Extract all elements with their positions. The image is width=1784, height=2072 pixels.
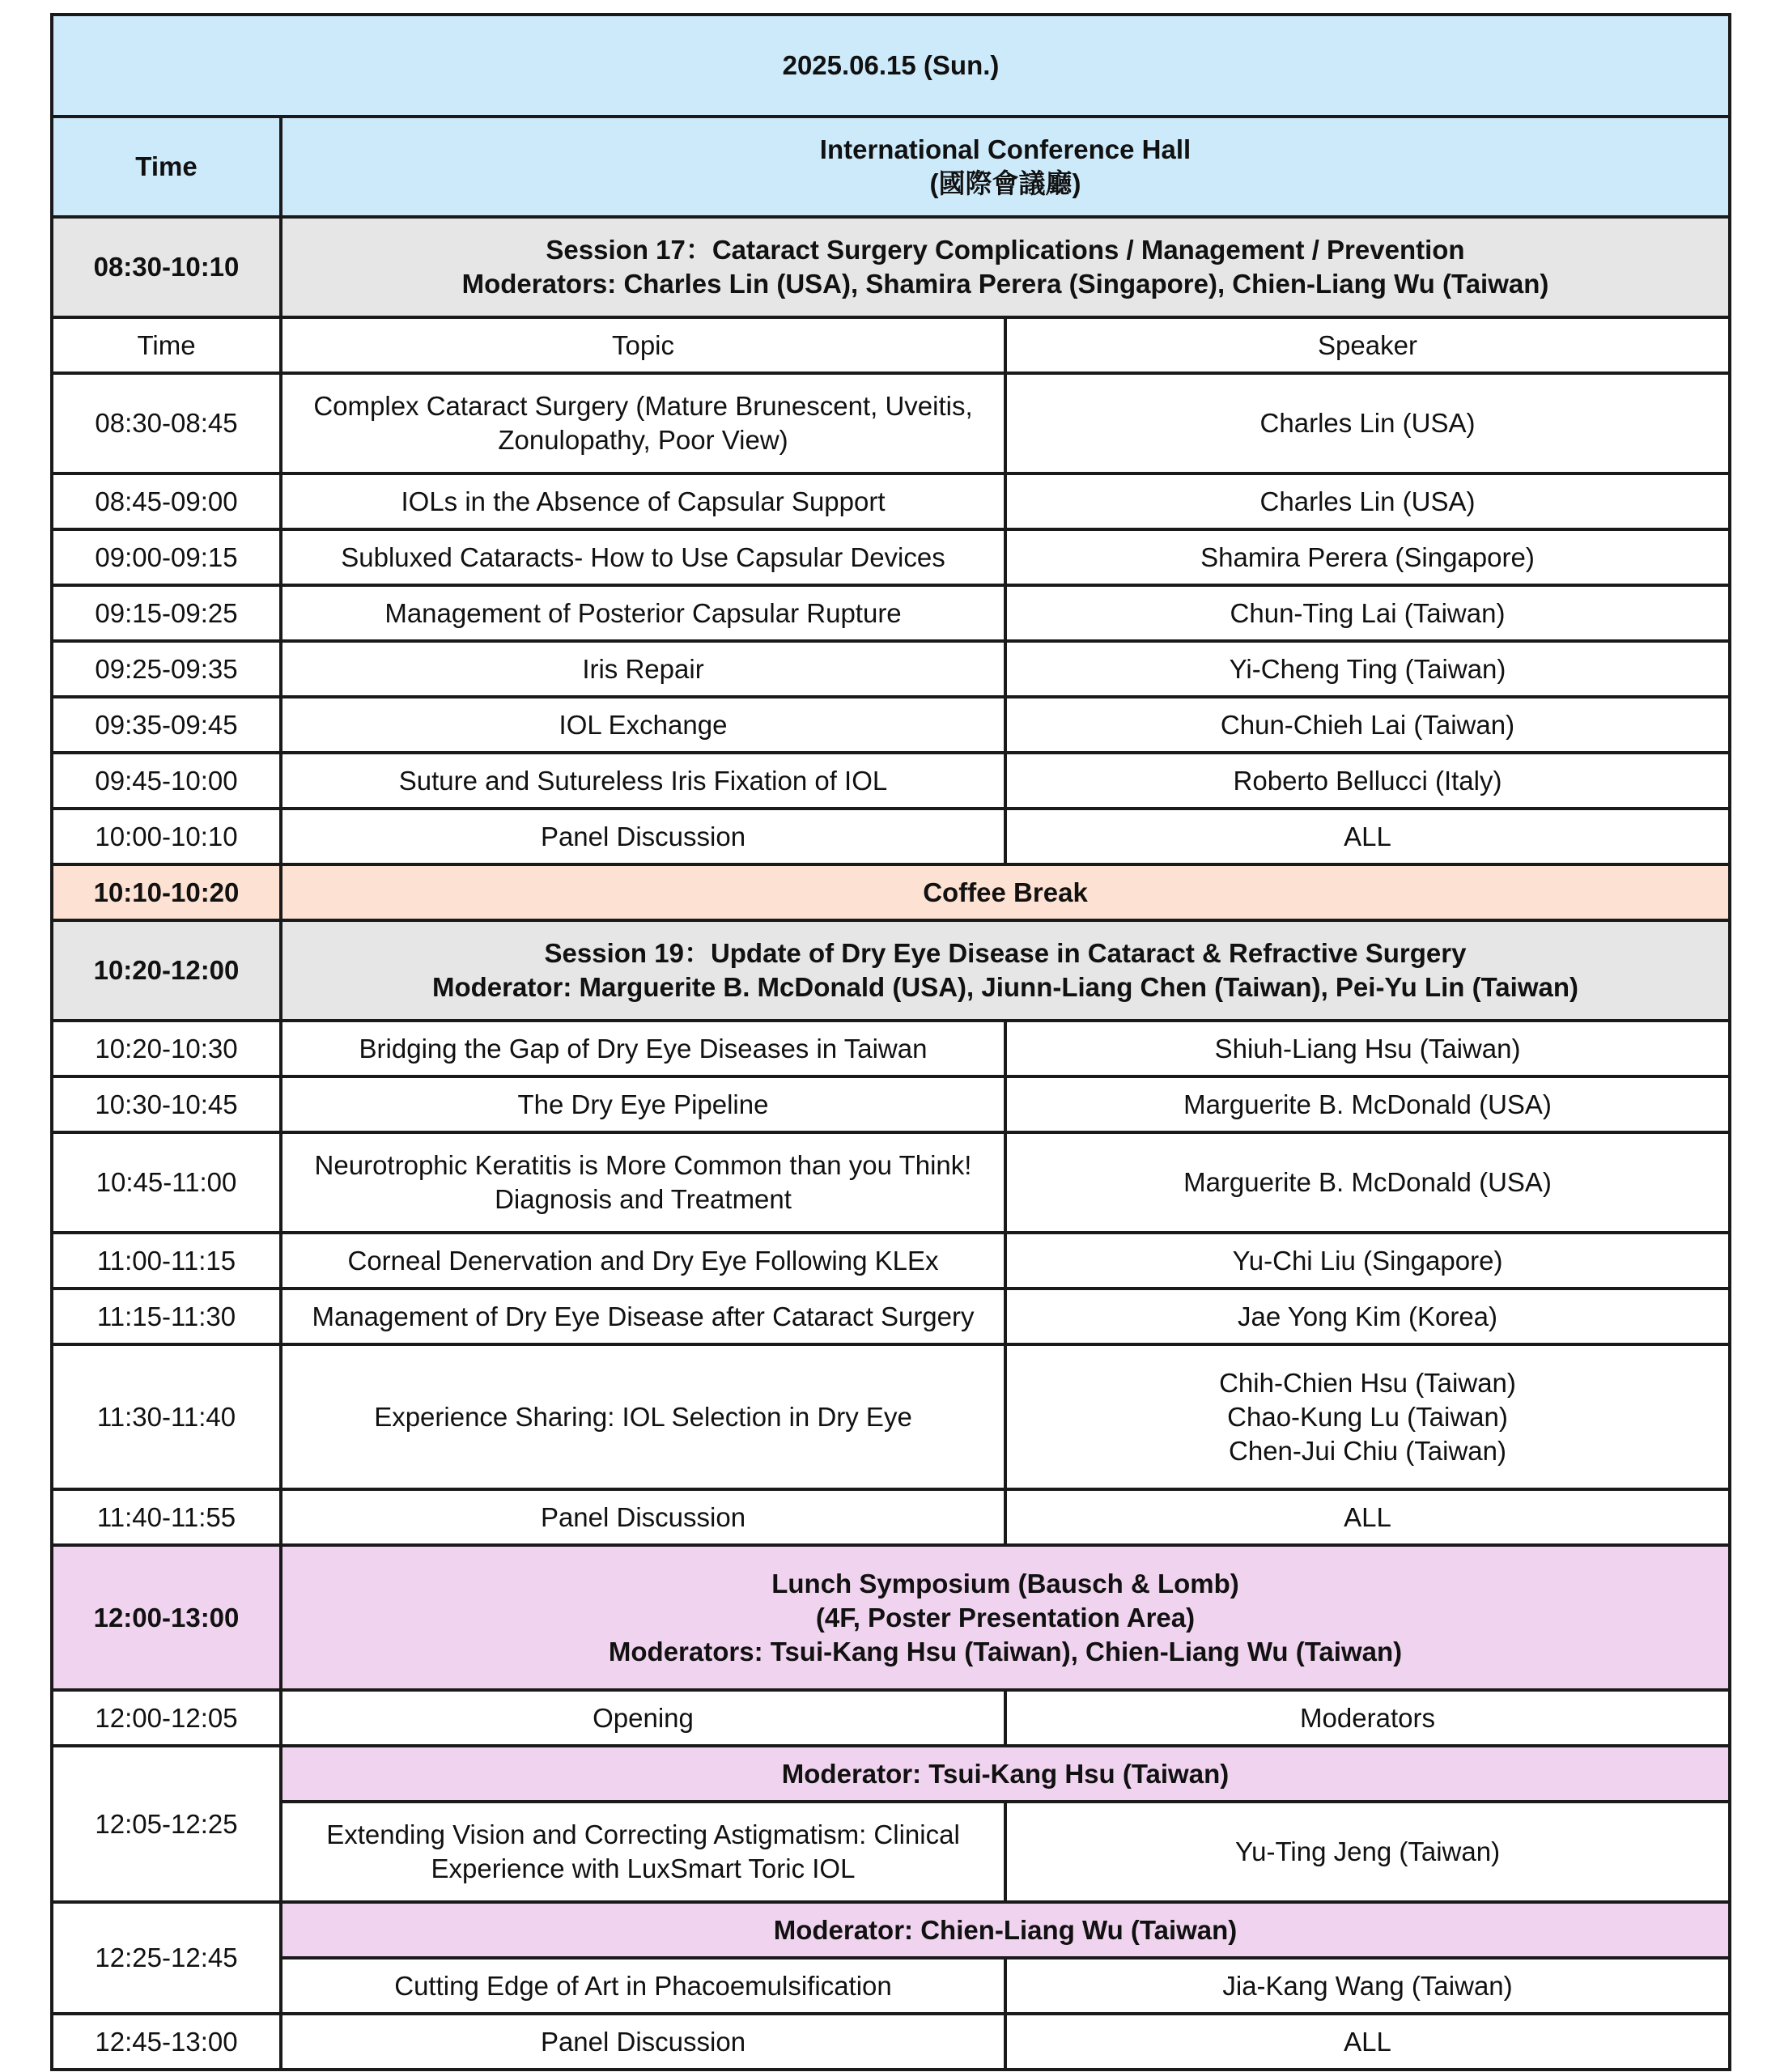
topic-line: Complex Cataract Surgery (Mature Brunescent, Uveitis, (313, 391, 973, 421)
row-time: 11:40-11:55 (52, 1489, 281, 1545)
table-row (52, 1021, 1730, 1076)
topic-line: Experience with LuxSmart Toric IOL (431, 1853, 856, 1883)
row-topic (281, 1802, 1005, 1902)
row-topic: IOL Exchange (281, 697, 1005, 753)
venue-name-chinese: (國際會議廳) (929, 168, 1081, 198)
row-topic (281, 1132, 1005, 1233)
table-row (52, 1958, 1730, 2014)
coffee-break-label: Coffee Break (281, 864, 1730, 920)
row-topic: Cutting Edge of Art in Phacoemulsification (281, 1958, 1005, 2014)
table-row (52, 585, 1730, 641)
session17-time: 08:30-10:10 (52, 217, 281, 317)
row-speaker: Shamira Perera (Singapore) (1005, 529, 1730, 585)
row-time: 09:15-09:25 (52, 585, 281, 641)
table-row (52, 809, 1730, 864)
row-topic: Suture and Sutureless Iris Fixation of IOL (281, 753, 1005, 809)
row-topic: Bridging the Gap of Dry Eye Diseases in Taiwan (281, 1021, 1005, 1076)
row-topic: Experience Sharing: IOL Selection in Dry Eye (281, 1344, 1005, 1489)
row-time: 11:15-11:30 (52, 1289, 281, 1344)
row-topic: The Dry Eye Pipeline (281, 1076, 1005, 1132)
row-speaker: Yu-Chi Liu (Singapore) (1005, 1233, 1730, 1289)
row-time: 09:45-10:00 (52, 753, 281, 809)
row-topic: Opening (281, 1690, 1005, 1746)
lunch-title: Lunch Symposium (Bausch & Lomb) (771, 1568, 1239, 1599)
row-time: 12:05-12:25 (52, 1746, 281, 1902)
row-speaker: Marguerite B. McDonald (USA) (1005, 1076, 1730, 1132)
col-header-speaker: Speaker (1005, 317, 1730, 373)
row-topic: Subluxed Cataracts- How to Use Capsular Devices (281, 529, 1005, 585)
row-topic: Management of Posterior Capsular Rupture (281, 585, 1005, 641)
row-speaker: Marguerite B. McDonald (USA) (1005, 1132, 1730, 1233)
header-time: Time (52, 117, 281, 217)
column-header-row (52, 317, 1730, 373)
row-topic: Panel Discussion (281, 2014, 1005, 2070)
table-row (52, 1344, 1730, 1489)
topic-line: Zonulopathy, Poor View) (498, 425, 788, 455)
table-row (52, 697, 1730, 753)
session19-title: Session 19：Update of Dry Eye Disease in Cataract & Refractive Surgery (544, 938, 1467, 968)
table-row (52, 1690, 1730, 1746)
row-time: 09:35-09:45 (52, 697, 281, 753)
table-row (52, 1132, 1730, 1233)
row-time: 11:30-11:40 (52, 1344, 281, 1489)
row-speaker: Yi-Cheng Ting (Taiwan) (1005, 641, 1730, 697)
sub-moderator: Moderator: Chien-Liang Wu (Taiwan) (281, 1902, 1730, 1958)
session17-title: Session 17：Cataract Surgery Complications / Management / Prevention (546, 235, 1465, 265)
row-time: 10:45-11:00 (52, 1132, 281, 1233)
table-row (52, 2014, 1730, 2070)
venue-name: International Conference Hall (819, 134, 1191, 164)
table-row (52, 1802, 1730, 1902)
row-topic (281, 373, 1005, 473)
row-speaker: Jae Yong Kim (Korea) (1005, 1289, 1730, 1344)
row-speaker: Shiuh-Liang Hsu (Taiwan) (1005, 1021, 1730, 1076)
coffee-break-time: 10:10-10:20 (52, 864, 281, 920)
row-time: 11:00-11:15 (52, 1233, 281, 1289)
speaker-line: Chen-Jui Chiu (Taiwan) (1229, 1435, 1506, 1466)
schedule-table (50, 13, 1731, 2071)
venue-header (281, 117, 1730, 217)
row-time: 09:00-09:15 (52, 529, 281, 585)
topic-line: Neurotrophic Keratitis is More Common than you Think! (314, 1150, 972, 1180)
table-row (52, 1489, 1730, 1545)
row-speaker: ALL (1005, 809, 1730, 864)
table-row (52, 473, 1730, 529)
row-time: 10:30-10:45 (52, 1076, 281, 1132)
row-speaker: Chun-Ting Lai (Taiwan) (1005, 585, 1730, 641)
lunch-moderators: Moderators: Tsui-Kang Hsu (Taiwan), Chien-Liang Wu (Taiwan) (608, 1636, 1403, 1667)
row-topic: Management of Dry Eye Disease after Cataract Surgery (281, 1289, 1005, 1344)
topic-line: Diagnosis and Treatment (495, 1184, 792, 1214)
row-time: 12:25-12:45 (52, 1902, 281, 2014)
row-topic: Corneal Denervation and Dry Eye Following KLEx (281, 1233, 1005, 1289)
session19-moderators: Moderator: Marguerite B. McDonald (USA), Jiunn-Liang Chen (Taiwan), Pei-Yu Lin (Taiwan) (432, 972, 1578, 1002)
row-speaker: Yu-Ting Jeng (Taiwan) (1005, 1802, 1730, 1902)
sub-moderator: Moderator: Tsui-Kang Hsu (Taiwan) (281, 1746, 1730, 1802)
row-topic: Panel Discussion (281, 809, 1005, 864)
table-row (52, 1233, 1730, 1289)
topic-line: Extending Vision and Correcting Astigmatism: Clinical (326, 1819, 960, 1849)
session17-header (281, 217, 1730, 317)
row-speaker: Charles Lin (USA) (1005, 373, 1730, 473)
speaker-line: Chao-Kung Lu (Taiwan) (1227, 1401, 1508, 1432)
lunch-header (281, 1545, 1730, 1690)
table-row (52, 373, 1730, 473)
row-speaker: Chun-Chieh Lai (Taiwan) (1005, 697, 1730, 753)
row-time: 08:45-09:00 (52, 473, 281, 529)
row-topic: Panel Discussion (281, 1489, 1005, 1545)
row-time: 09:25-09:35 (52, 641, 281, 697)
table-row (52, 641, 1730, 697)
speaker-line: Chih-Chien Hsu (Taiwan) (1219, 1367, 1516, 1398)
row-time: 12:00-12:05 (52, 1690, 281, 1746)
page-title: 2025.06.15 (Sun.) (52, 15, 1730, 117)
table-row (52, 753, 1730, 809)
row-topic: Iris Repair (281, 641, 1005, 697)
session17-moderators: Moderators: Charles Lin (USA), Shamira Perera (Singapore), Chien-Liang Wu (Taiwan) (461, 269, 1549, 299)
lunch-location: (4F, Poster Presentation Area) (815, 1602, 1196, 1633)
row-speaker (1005, 1344, 1730, 1489)
row-speaker: Moderators (1005, 1690, 1730, 1746)
col-header-topic: Topic (281, 317, 1005, 373)
row-speaker: Jia-Kang Wang (Taiwan) (1005, 1958, 1730, 2014)
row-topic: IOLs in the Absence of Capsular Support (281, 473, 1005, 529)
row-time: 12:45-13:00 (52, 2014, 281, 2070)
row-time: 08:30-08:45 (52, 373, 281, 473)
row-speaker: ALL (1005, 1489, 1730, 1545)
row-speaker: ALL (1005, 2014, 1730, 2070)
col-header-time: Time (52, 317, 281, 373)
row-time: 10:20-10:30 (52, 1021, 281, 1076)
row-time: 10:00-10:10 (52, 809, 281, 864)
table-row (52, 1076, 1730, 1132)
lunch-time: 12:00-13:00 (52, 1545, 281, 1690)
table-row (52, 1289, 1730, 1344)
table-row (52, 529, 1730, 585)
row-speaker: Charles Lin (USA) (1005, 473, 1730, 529)
row-speaker: Roberto Bellucci (Italy) (1005, 753, 1730, 809)
session19-header (281, 920, 1730, 1021)
session19-time: 10:20-12:00 (52, 920, 281, 1021)
